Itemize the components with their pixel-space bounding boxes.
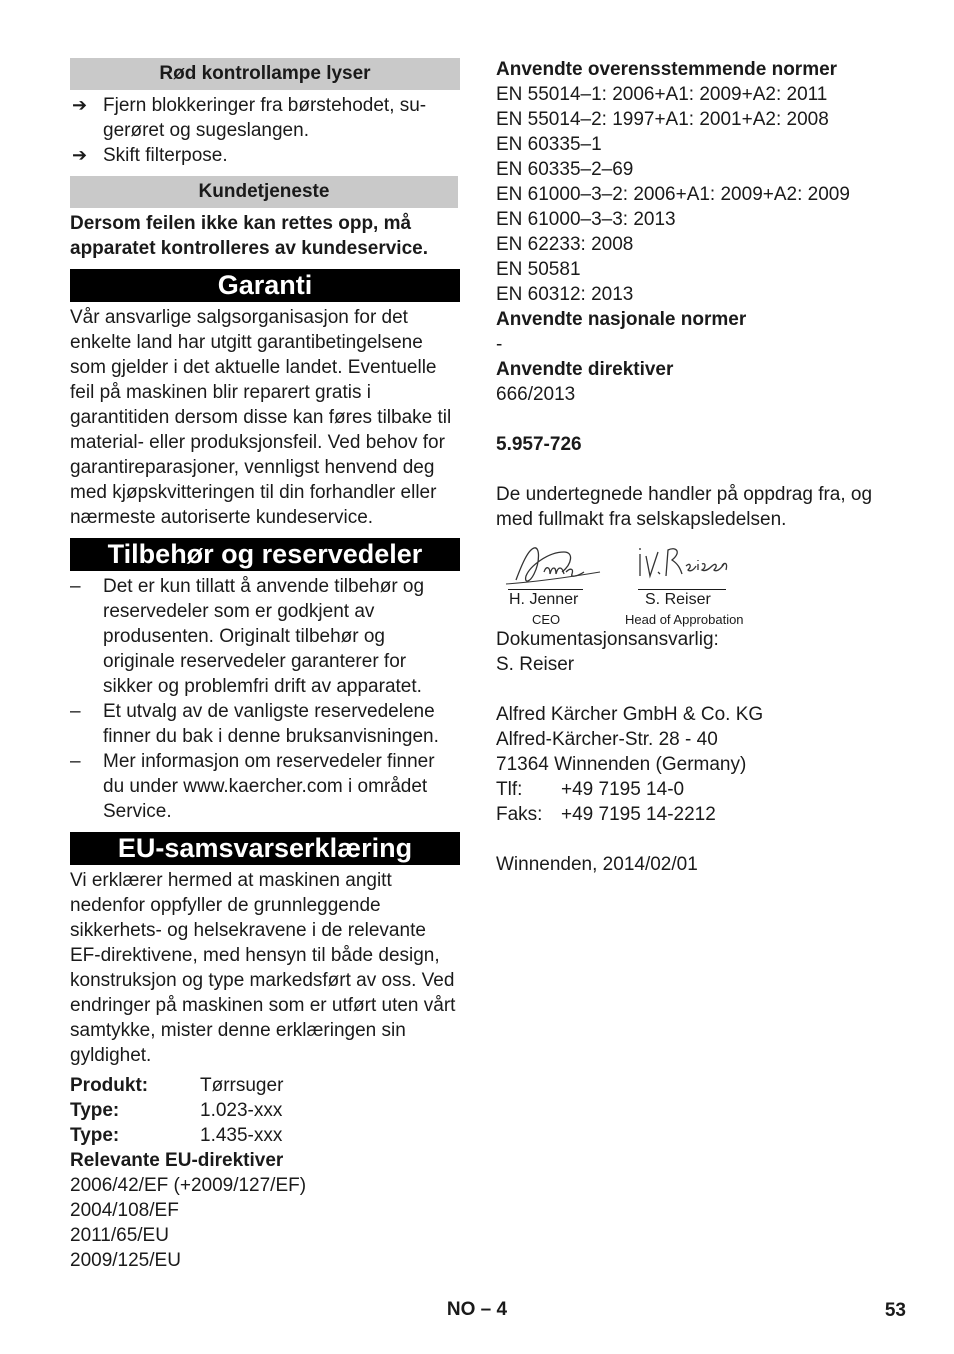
type-value: 1.023-xxx [200,1100,283,1121]
eu-declaration-text: Vi erklærer hermed at maskinen angitt nedenfor oppfyller de grunnleggende sikkerhets- og helsekravene i de relevante EF-direktivene, med hensyn til både design, konstruksjon og type markedsført av oss. Ved endringer på maskinen som er utført uten vårt samtykke, mister denne erklæringen sin gyldighet. [70,870,456,1066]
standard-item: EN 61000–3–2: 2006+A1: 2009+A2: 2009 [496,184,850,205]
product-row [70,1073,460,1098]
warranty-text: Vår ansvarlige salgsorganisasjon for det enkelte land har utgitt garantibetingelsene som gjelder i det aktuelle landet. Eventuelle feil på maskinen blir reparert gratis i garantitiden dersom disse kan føres tilbake til material- eller produksjonsfeil. Ved behov for garantireparasjoner, vennligst henvend deg med kjøpskvitteringen til din forhandler eller nærmeste autoriserte kundeservice. [70,307,452,528]
fax-label: Faks: [496,804,543,825]
warranty-heading: Garanti [70,269,460,302]
list-item-text: Skift filterpose. [103,145,228,166]
directives-value: 666/2013 [496,384,576,405]
eu-directive: 2011/65/EU [70,1225,169,1246]
doc-responsible-label: Dokumentasjonsansvarlig: [496,629,719,650]
eu-declaration-heading: EU-samsvarserklæring [70,832,460,865]
dash-bullet: – [70,751,81,772]
signatories-text: De undertegnede handler på oppdrag fra, og med fullmakt fra selskapsledelsen. [496,484,873,530]
directives-heading: Anvendte direktiver [496,359,674,380]
standard-item: EN 61000–3–3: 2013 [496,209,676,230]
national-standards-heading: Anvendte nasjonale normer [496,309,747,330]
list-item-text: Fjern blokkeringer fra børstehodet, su- gerøret og sugeslangen. [103,95,427,141]
arrow-right-icon: ➔ [72,95,88,115]
list-item [70,143,460,168]
product-label: Produkt: [70,1075,149,1096]
red-lamp-heading: Rød kontrollampe lyser [70,58,460,90]
product-value: Tørrsuger [200,1075,284,1096]
document-number: 5.957-726 [496,434,582,455]
type-label: Type: [70,1125,120,1146]
type-row [70,1098,460,1123]
type-row [70,1123,460,1148]
company-city: 71364 Winnenden (Germany) [496,754,747,775]
dash-bullet: – [70,576,81,597]
phone-label: Tlf: [496,779,523,800]
dash-bullet: – [70,701,81,722]
standard-item: EN 55014–2: 1997+A1: 2001+A2: 2008 [496,109,829,130]
signatory-title: Head of Approbation [625,612,744,627]
eu-directive: 2006/42/EF (+2009/127/EF) [70,1175,307,1196]
standard-item: EN 62233: 2008 [496,234,634,255]
list-item [70,574,460,699]
signatory-name: H. Jenner [509,591,579,608]
fax-value: +49 7195 14-2212 [561,804,716,825]
company-street: Alfred-Kärcher-Str. 28 - 40 [496,729,718,750]
list-item-text: Det er kun tillatt å anvende tilbehør og reservedeler som er godkjent av produsenten. Originalt tilbehør og originale reservedeler garanterer for sikker og problemfri drift av apparatet. [103,576,425,697]
customer-service-text: Dersom feilen ikke kan rettes opp, må apparatet kontrolleres av kundeservice. [70,213,428,259]
signatory-title: CEO [532,612,561,627]
standard-item: EN 50581 [496,259,581,280]
arrow-right-icon: ➔ [72,145,88,165]
harmonised-standards-heading: Anvendte overensstemmende normer [496,59,838,80]
right-column [496,57,896,877]
list-item-text: Mer informasjon om reservedeler finner du under www.kaercher.com i området Service. [103,751,435,822]
company-name: Alfred Kärcher GmbH & Co. KG [496,704,764,725]
fax-row [496,802,896,827]
list-item-text: Et utvalg av de vanligste reservedelene finner du bak i denne bruksanvisningen. [103,701,439,747]
signature-reiser [634,540,734,590]
phone-value: +49 7195 14-0 [561,779,685,800]
eu-directive: 2009/125/EU [70,1250,181,1271]
eu-directive: 2004/108/EF [70,1200,179,1221]
list-item [70,749,460,824]
left-column [70,58,460,1273]
type-value: 1.435-xxx [200,1125,283,1146]
national-standards-value: - [496,334,503,355]
accessories-heading: Tilbehør og reservedeler [70,538,460,571]
page-number: 53 [884,1300,906,1321]
place-date: Winnenden, 2014/02/01 [496,854,698,875]
standard-item: EN 60335–2–69 [496,159,634,180]
list-item [70,93,460,143]
footer-section-label: NO – 4 [446,1299,508,1320]
standard-item: EN 60312: 2013 [496,284,634,305]
signature-line [638,589,726,590]
customer-service-heading: Kundetjeneste [70,176,458,208]
signature-jenner [504,542,604,592]
standard-item: EN 60335–1 [496,134,602,155]
signature-block [496,532,896,627]
signature-line [508,589,583,590]
type-label: Type: [70,1100,120,1121]
eu-directives-heading: Relevante EU-direktiver [70,1150,284,1171]
standard-item: EN 55014–1: 2006+A1: 2009+A2: 2011 [496,84,828,105]
signatory-name: S. Reiser [645,591,711,608]
doc-responsible-name: S. Reiser [496,654,575,675]
list-item [70,699,460,749]
phone-row [496,777,896,802]
